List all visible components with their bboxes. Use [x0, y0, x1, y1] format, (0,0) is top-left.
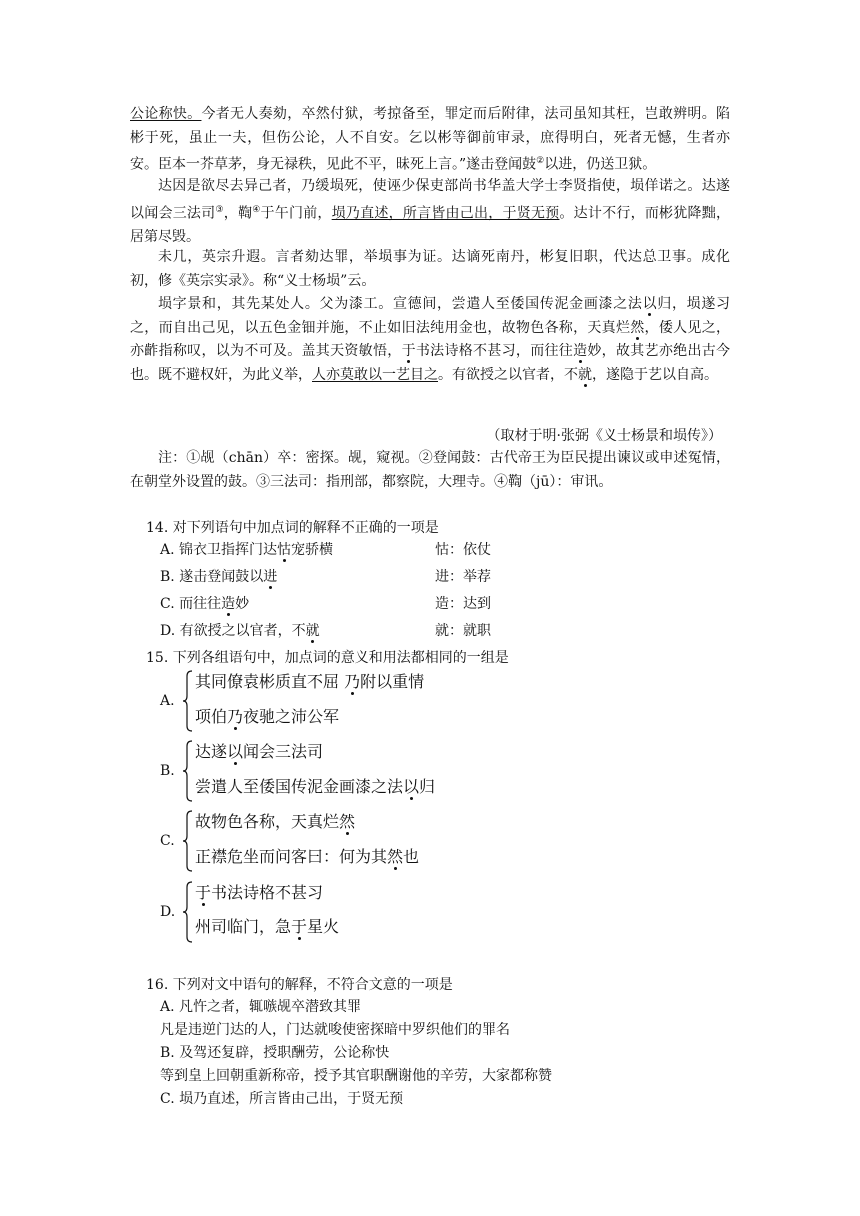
q14-gloss-d: 就：就职: [435, 623, 491, 639]
dotted-word: 然: [630, 319, 645, 336]
q14-option-d[interactable]: D. 有欲授之以官者，不就: [160, 623, 320, 639]
q14-gloss-c: 造：达到: [435, 596, 491, 612]
q15-group-b-label[interactable]: B.: [160, 763, 175, 779]
q14-option-c[interactable]: C. 而往往造妙: [160, 596, 250, 612]
underlined-sentence: 公论称快。: [130, 106, 202, 122]
q14-option-a[interactable]: A. 锦衣卫指挥门达怙宠骄横: [160, 542, 334, 558]
q15-group-d-label[interactable]: D.: [160, 904, 176, 920]
q16-option-b-translation: 等到皇上回朝重新称帝，授予其官职酬谢他的辛劳，大家都称赞: [160, 1068, 552, 1084]
q15-group-c-label[interactable]: C.: [160, 833, 175, 849]
dotted-word: 于: [401, 343, 416, 360]
brace-icon: [183, 810, 193, 872]
passage-paragraph-3: 未几，英宗升遐。言者劾达罪，举埙事为证。达谪死南丹，彬复旧职，代达总卫事。成化初，修《英宗实录》。称“义士杨埙”云。: [130, 249, 730, 289]
question-15-stem: 15. 下列各组语句中，加点词的意义和用法都相同的一组是: [146, 650, 509, 666]
brace-icon: [183, 881, 193, 943]
q15-group-a-label[interactable]: A.: [160, 693, 175, 709]
brace-icon: [183, 670, 193, 732]
question-14-stem: 14. 对下列语句中加点词的解释不正确的一项是: [146, 520, 439, 536]
q14-gloss-b: 进：举荐: [435, 569, 491, 585]
brace-icon: [183, 740, 193, 802]
q14-option-b[interactable]: B. 遂击登闻鼓以进: [160, 569, 278, 585]
question-16-stem: 16. 下列对文中语句的解释，不符合文意的一项是: [146, 977, 453, 993]
q15-d-line-1: 于书法诗格不甚习: [195, 883, 324, 902]
dotted-word: 以: [642, 296, 658, 312]
dotted-word: 造: [573, 343, 588, 360]
q15-c-line-2: 正襟危坐而问客曰：何为其然也: [195, 847, 420, 866]
q16-option-a-translation: 凡是违逆门达的人，门达就唆使密探暗中罗织他们的罪名: [160, 1022, 510, 1038]
passage-notes: 注：①觇（chān）卒：密探。觇，窥视。②登闻鼓：古代帝王为臣民提出谏议或申述冤情，在朝堂外设置的鼓。③三法司：指刑部，都察院，大理寺。④鞫（jū）：审讯。: [130, 450, 730, 490]
q16-option-b[interactable]: B. 及驾还复辟，授职酬劳，公论称快: [160, 1045, 390, 1061]
passage-paragraph-2: 达因是欲尽去异己者，乃缓埙死，使诬少保吏部尚书华盖大学士李贤指使，埙佯诺之。达遂以闻会三法司③，鞫④于午门前，埙乃直述，所言皆由己出，于贤无预。达计不行，而彬犹降黜，居第尽毁。: [130, 178, 730, 245]
q15-c-line-1: 故物色各称，天真烂然: [195, 812, 356, 831]
passage-source: （取材于明·张弼《义士杨景和埙传》）: [486, 428, 722, 444]
passage-paragraph-1: 公论称快。今者无人奏劾，卒然付狱，考掠备至，罪定而后附律，法司虽知其枉，岂敢辨明。陷彬于死，虽止一夫，但伤公论，人不自安。乞以彬等御前审录，庶得明白，死者无憾，生者亦安。臣本一芥草茅，身无禄秩，见此不平，昧死上言。”遂击登闻鼓②以进，仍送卫狱。: [130, 106, 731, 173]
q16-option-c[interactable]: C. 埙乃直述，所言皆由己出，于贤无预: [160, 1091, 404, 1107]
underlined-sentence: 人亦莫敢以一艺目之: [312, 366, 438, 383]
q15-a-line-1: 其同僚袁彬质直不屈 乃附以重情: [195, 672, 425, 691]
q15-a-line-2: 项伯乃夜驰之沛公军: [195, 707, 340, 726]
q15-b-line-2: 尝遣人至倭国传泥金画漆之法以归: [195, 777, 436, 796]
q14-gloss-a: 怙：依仗: [435, 542, 491, 558]
dotted-word: 就: [578, 366, 592, 383]
q15-d-line-2: 州司临门，急于星火: [195, 917, 340, 936]
passage-paragraph-4: 埙字景和，其先某处人。父为漆工。宣德间，尝遣人至倭国传泥金画漆之法以归，埙遂习之，而自出己见，以五色金钿并施，不止如旧法纯用金也，故物色各称，天真烂然，倭人见之，亦齚指称叹，以为不可及。盖其天资敏悟，于书法诗格不甚习，而往往造妙，故其艺亦绝出古今也。既不避权奸，为此义举，人亦莫敢以一艺目之。有欲授之以官者，不就，遂隐于艺以自高。: [130, 296, 731, 383]
q15-b-line-1: 达遂以闻会三法司: [195, 742, 324, 761]
q16-option-a[interactable]: A. 凡忤之者，辄嗾觇卒潜致其罪: [160, 999, 362, 1015]
underlined-sentence: 埙乃直述，所言皆由己出，于贤无预: [331, 205, 560, 222]
